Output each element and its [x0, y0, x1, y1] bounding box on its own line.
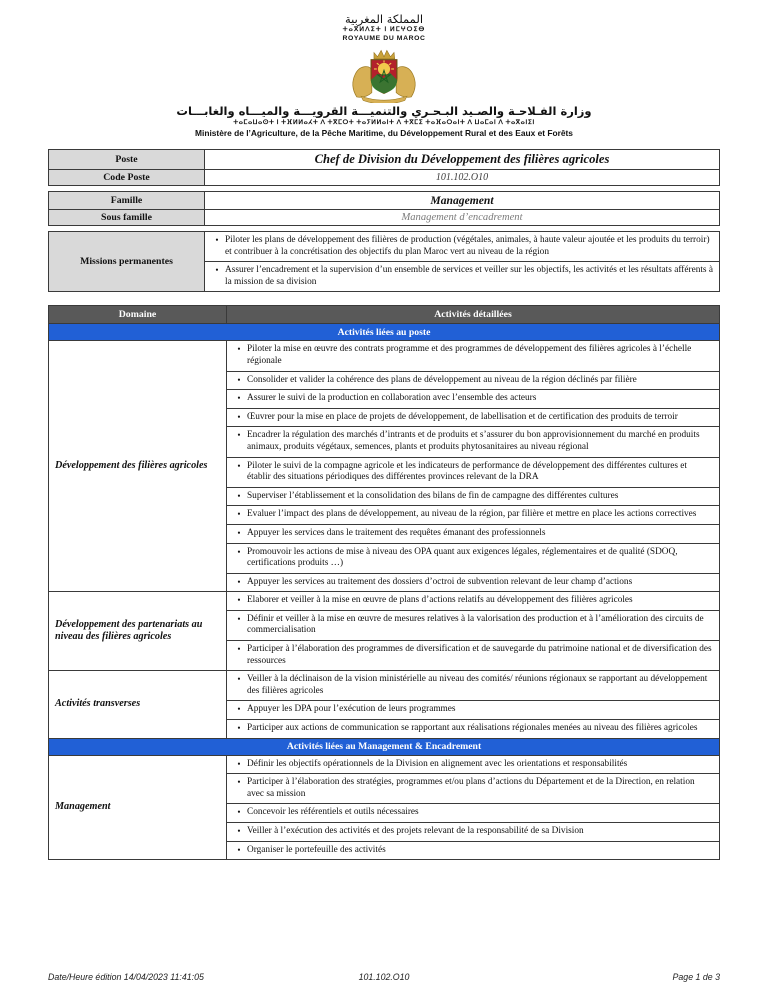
info-label: Famille — [49, 192, 205, 209]
mission-bullet — [205, 261, 719, 291]
bullet-text: Appuyer les services dans le traitement des requêtes émanant des professionnels — [247, 527, 546, 538]
info-row — [49, 170, 719, 185]
activity-list — [227, 341, 719, 591]
info-subtable — [48, 149, 720, 186]
info-label: Code Poste — [49, 170, 205, 185]
bullet-text: Superviser l’établissement et la consolidation des bilans de fin de campagne des différentes cultures — [247, 490, 619, 501]
info-label: Sous famille — [49, 210, 205, 225]
activity-item — [227, 640, 719, 670]
bullet-text: Participer à l’élaboration des programmes de diversification et de sauvegarde du patrimoine national et de diversification des ressources — [247, 644, 712, 666]
bullet-text: Définir et veiller à la mise en œuvre de mesures relatives à la valorisation des production et à l’amélioration des circuits de commercialisation — [247, 613, 704, 636]
bullet-icon: • — [237, 344, 241, 355]
activity-item — [227, 671, 719, 700]
bullet-text: Piloter le suivi de la compagne agricole et les indicateurs de performance de développement des différentes cultures et établir des situations périodiques des différentes provinces relevant de la DRA — [247, 460, 687, 483]
section-banner: Activités liées au poste — [49, 324, 719, 341]
info-value: Management d’encadrement — [401, 212, 523, 223]
activities-table — [48, 305, 720, 860]
bullet-icon: • — [237, 704, 241, 715]
activity-item — [227, 487, 719, 506]
info-row — [49, 210, 719, 225]
kingdom-title-french: ROYAUME DU MAROC — [342, 35, 426, 42]
domain-label: Développement des partenariats au niveau des filières agricoles — [49, 592, 227, 670]
domain-column-header: Domaine — [49, 306, 227, 323]
bullet-text: Organiser le portefeuille des activités — [247, 844, 386, 855]
activity-item — [227, 457, 719, 487]
bullet-text: Piloter les plans de développement des filières de production (végétales, animales, à haute valeur ajoutée et les produits du terroir) et contribuer à la concrétisation des objectifs du plan Maroc vert au niveau de la région — [225, 235, 710, 257]
bullet-icon: • — [237, 546, 241, 557]
bullet-icon: • — [237, 374, 241, 385]
activities-header-row — [49, 306, 719, 324]
bullet-text: Elaborer et veiller à la mise en œuvre de plans d’actions relatifs au développement des filières agricoles — [247, 595, 633, 606]
bullet-text: Consolider et valider la cohérence des plans de développement au niveau de la région déclinés par filière — [247, 374, 637, 385]
bullet-text: Participer à l’élaboration des stratégies, programmes et/ou plans d’actions du Département et de la Direction, en relation avec sa mission — [247, 777, 695, 799]
bullet-icon: • — [237, 674, 241, 685]
domain-group-row — [49, 756, 719, 860]
activity-item — [227, 505, 719, 524]
activity-item — [227, 543, 719, 573]
ministry-title-arabic: وزارة الفـلاحـة والصـيد البـحـري والتنميـــة القرويـــة والميـــاه والغابـــات — [176, 104, 592, 118]
bullet-icon: • — [237, 644, 241, 655]
domain-group-row — [49, 592, 719, 671]
bullet-icon: • — [237, 723, 241, 734]
bullet-icon: • — [237, 595, 241, 606]
info-table — [48, 149, 720, 292]
ministry-title-tifinagh: ⵜⴰⵎⴰⵡⴰⵙⵜ ⵏ ⵜⴼⵍⵍⴰⵃⵜ ⴷ ⵜⴳⵎⵔⵜ ⵜⴰⵢⵍⵍⴰⵏⵜ ⴷ ⵜⴳⵎⵉ ⵜⴰⴼⴰⵔⴰⵏⵜ ⴷ ⵡⴰⵎⴰⵏ ⴷ ⵜⴰⴳⴰⵏⵉⵏ — [233, 119, 535, 126]
missions-label: Missions permanentes — [49, 232, 205, 291]
activity-list — [227, 671, 719, 737]
document-header — [48, 0, 720, 139]
bullet-icon: • — [237, 509, 241, 520]
bullet-text: Appuyer les DPA pour l’exécution de leurs programmes — [247, 704, 456, 715]
bullet-icon: • — [237, 777, 241, 788]
footer-code: 101.102.O10 — [358, 972, 410, 982]
activities-column-header: Activités détaillées — [227, 306, 719, 323]
bullet-text: Œuvrer pour la mise en place de projets de développement, de labellisation et de certification des produits de terroir — [247, 411, 678, 422]
footer-date: Date/Heure édition 14/04/2023 11:41:05 — [48, 972, 204, 982]
activity-item — [227, 803, 719, 822]
domain-group-row — [49, 341, 719, 592]
footer-page-number: Page 1 de 3 — [672, 972, 720, 982]
section-banner: Activités liées au Management & Encadrement — [49, 739, 719, 756]
bullet-text: Veiller à l’exécution des activités et des projets relevant de la responsabilité de sa Division — [247, 826, 584, 836]
missions-list — [205, 232, 719, 291]
bullet-icon: • — [215, 265, 219, 276]
domain-label: Management — [49, 756, 227, 860]
info-value: Chef de Division du Développement des filières agricoles — [314, 152, 610, 166]
missions-row — [49, 232, 719, 291]
info-label: Poste — [49, 150, 205, 169]
activity-item — [227, 592, 719, 610]
activity-item — [227, 756, 719, 774]
activity-item — [227, 371, 719, 390]
info-row — [49, 150, 719, 170]
activity-item — [227, 341, 719, 370]
activity-item — [227, 573, 719, 592]
bullet-text: Veiller à la déclinaison de la vision ministérielle au niveau des comités/ réunions régionaux se rapportant au développement des filières agricoles — [247, 674, 708, 696]
bullet-text: Encadrer la régulation des marchés d’intrants et de produits et s’assurer du bon approvisionnement du marché en produits animaux, produits végétaux, semences, plants et produits phytosanitaires au niveau régional — [247, 430, 700, 452]
bullet-text: Assurer le suivi de la production en collaboration avec l’ensemble des acteurs — [247, 393, 537, 404]
bullet-text: Appuyer les services au traitement des dossiers d’octroi de subvention relevant de leur champ d’actions — [247, 576, 633, 587]
bullet-icon: • — [237, 393, 241, 404]
activity-item — [227, 841, 719, 860]
activity-item — [227, 773, 719, 803]
activity-item — [227, 700, 719, 719]
info-value: Management — [430, 194, 494, 207]
domain-label: Activités transverses — [49, 671, 227, 737]
bullet-icon: • — [237, 527, 241, 538]
bullet-text: Définir les objectifs opérationnels de la Division en alignement avec les orientations et responsabilités — [247, 758, 628, 769]
mission-bullet — [205, 232, 719, 261]
bullet-text: Piloter la mise en œuvre des contrats programme et des programmes de développement des filières agricoles à l’échelle régionale — [247, 344, 692, 366]
bullet-text: Concevoir les référentiels et outils nécessaires — [247, 807, 419, 818]
activity-item — [227, 719, 719, 738]
bullet-icon: • — [237, 613, 241, 624]
activity-list — [227, 756, 719, 860]
bullet-text: Assurer l’encadrement et la supervision d’un ensemble de services et veiller sur les objectifs, les activités et les résultats afférents à la mission de sa division — [225, 265, 714, 287]
activity-item — [227, 822, 719, 841]
domain-group-row — [49, 671, 719, 738]
activity-list — [227, 592, 719, 670]
ministry-title-french: Ministère de l’Agriculture, de la Pêche Maritime, du Développement Rural et des Eaux et Forêts — [195, 128, 573, 138]
bullet-icon: • — [237, 807, 241, 818]
bullet-text: Evaluer l’impact des plans de développement, au niveau de la région, par filière et mettre en place les actions correctives — [247, 509, 697, 520]
activity-item — [227, 426, 719, 456]
bullet-icon: • — [237, 844, 241, 855]
kingdom-title-arabic: المملكة المغربية — [344, 12, 424, 26]
activity-item — [227, 524, 719, 543]
info-value: 101.102.O10 — [435, 172, 489, 183]
info-row — [49, 192, 719, 210]
info-subtable — [48, 191, 720, 226]
activity-item — [227, 610, 719, 640]
bullet-text: Promouvoir les actions de mise à niveau des OPA quant aux exigences légales, réglementaires et de qualité (SDOQ, certifications produits …) — [247, 546, 678, 569]
coat-of-arms-icon — [48, 45, 720, 103]
document-footer — [48, 972, 720, 982]
bullet-icon: • — [237, 758, 241, 769]
missions-subtable — [48, 231, 720, 292]
activity-item — [227, 389, 719, 408]
bullet-icon: • — [237, 411, 241, 422]
bullet-icon: • — [237, 576, 241, 587]
activity-item — [227, 408, 719, 427]
bullet-icon: • — [237, 490, 241, 501]
bullet-icon: • — [237, 430, 241, 441]
bullet-icon: • — [215, 235, 219, 245]
bullet-icon: • — [237, 826, 241, 836]
bullet-icon: • — [237, 460, 241, 471]
kingdom-title-tifinagh: ⵜⴰⴳⵍⴷⵉⵜ ⵏ ⵍⵎⵖⵔⵉⴱ — [342, 26, 426, 33]
bullet-text: Participer aux actions de communication se rapportant aux réalisations régionales menées au niveau des filières agricoles — [247, 723, 698, 734]
domain-label: Développement des filières agricoles — [49, 341, 227, 591]
